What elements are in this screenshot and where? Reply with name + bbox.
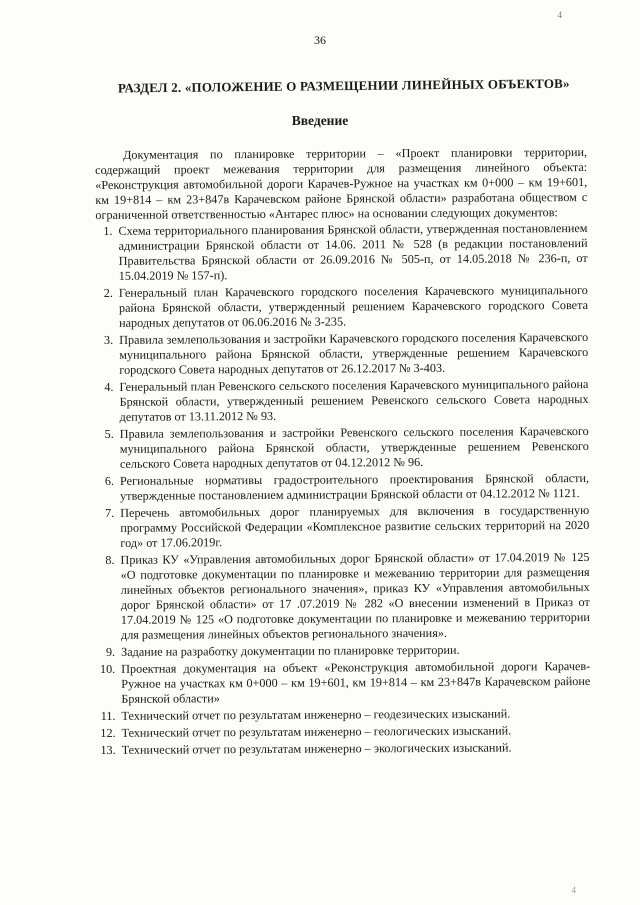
list-item-number: 9. (105, 644, 116, 659)
corner-mark: 4 (557, 10, 562, 20)
list-item-text: Схема территориального планирования Брянской области, утвержденная постановлением администрации Брянской области от 14.06. 2011 № 528 (в редакции постановлений Правительства Брянской области от 26.09.2016 № 505-п, от 14.05.2018 № 236-п, от 15.04.2019 № 157-п). (118, 220, 588, 283)
list-item (97, 550, 590, 643)
list-item-number: 1. (103, 223, 113, 238)
list-item (96, 330, 588, 378)
section-title: РАЗДЕЛ 2. «ПОЛОЖЕНИЕ О РАЗМЕЩЕНИИ ЛИНЕЙНЫХ ОБЪЕКТОВ» (117, 75, 570, 96)
list-item-text: Правила землепользования и застройки Карачевского городского поселения Карачевского муниципального района Брянской области, утвержденные решением Карачевского городского Совета народных депутатов от 26.12.2017 № 3-403. (119, 329, 589, 377)
list-item-number: 12. (100, 725, 116, 740)
list-item (96, 377, 588, 425)
list-item-number: 10. (99, 661, 116, 676)
list-item-text: Перечень автомобильных дорог планируемых для включения в государственную программу Российской Федерации «Комплексное развитие сельских территорий на 2020 год» от 17.06.2019г. (120, 502, 590, 550)
list-item-number: 13. (100, 742, 116, 757)
document-body (95, 145, 591, 760)
list-item-text: Приказ КУ «Управления автомобильных дорог Брянской области» от 17.04.2019 № 125 «О подготовке документации по планировке и межеванию территории для размещения линейных объектов регионального значения», приказ КУ «Управления автомобильных дорог Брянской области» от 17 .07.2019 № 282 «О внесении изменений в Приказ от 17.04.2019 № 125 «О подготовке документации по планировке и межеванию территории для размещения линейных объектов регионального значения». (120, 549, 590, 642)
list-item-number: 2. (103, 285, 113, 300)
list-item-text: Задание на разработку документации по планировке территории. (121, 642, 460, 659)
list-item (98, 659, 590, 707)
list-item-number: 6. (104, 473, 115, 488)
list-item-text: Генеральный план Карачевского городского поселения Карачевского муниципального района Брянской области, утвержденный решением Карачевского городского Совета народных депутатов от 06.06.2016 № 3-235. (118, 282, 589, 330)
list-item (99, 723, 591, 741)
list-item (98, 706, 590, 724)
list-item (99, 740, 591, 758)
bottom-mark: 4 (571, 885, 576, 895)
list-item-text: Технический отчет по результатам инженерно – геодезических изысканий. (121, 706, 511, 723)
intro-paragraph: Документация по планировке территории – «Проект планировки территории, содержащий проект межевания территории для размещения линейного объекта: «Реконструкция автомобильной дороги Карачев-Ружное на участках км 0+000 – км 19+601, км 19+814 – км 23+847в Карачевском районе Брянской области» разработана обществом с ограниченной ответственностью «Антарес плюс» на основании следующих документов: (95, 144, 588, 222)
list-item (97, 424, 589, 472)
list-item-number: 7. (105, 505, 115, 520)
list-item (97, 503, 589, 551)
list-item (96, 283, 588, 331)
list-item-text: Генеральный план Ревенского сельского поселения Карачевского муниципального района Брянской области, утвержденный решением Ревенского сельского Совета народных депутатов от 13.11.2012 № 93. (119, 376, 589, 424)
list-item-number: 8. (105, 552, 115, 567)
list-item (97, 471, 589, 504)
list-item (98, 642, 590, 660)
page-number: 36 (314, 33, 326, 47)
list-item-number: 4. (104, 379, 114, 394)
list-item-text: Проектная документация на объект «Реконструкция автомобильной дороги Карачев-Ружное на участках км 0+000 – км 19+601, км 19+814 – км 23+847в Карачевском районе Брянской области» (121, 658, 591, 706)
list-item-number: 3. (103, 332, 114, 347)
list-item-number: 11. (100, 708, 116, 723)
list-item-number: 5. (104, 426, 114, 441)
list-item-text: Правила землепользования и застройки Ревенского сельского поселения Карачевского муниципального района Брянской области, утвержденные решением Ревенского сельского Совета народных депутатов от 04.12.2012 № 96. (119, 423, 589, 471)
list-item (95, 221, 587, 284)
list-item-text: Технический отчет по результатам инженерно – геологических изысканий. (121, 723, 512, 740)
list-item-text: Региональные нормативы градостроительного проектирования Брянской области, утвержденные постановлением администрации Брянской области от 04.12.2012 № 1121. (119, 470, 590, 503)
intro-heading: Введение (291, 113, 349, 128)
list-item-text: Технический отчет по результатам инженерно – экологических изысканий. (121, 740, 512, 757)
source-documents-list (95, 221, 590, 758)
